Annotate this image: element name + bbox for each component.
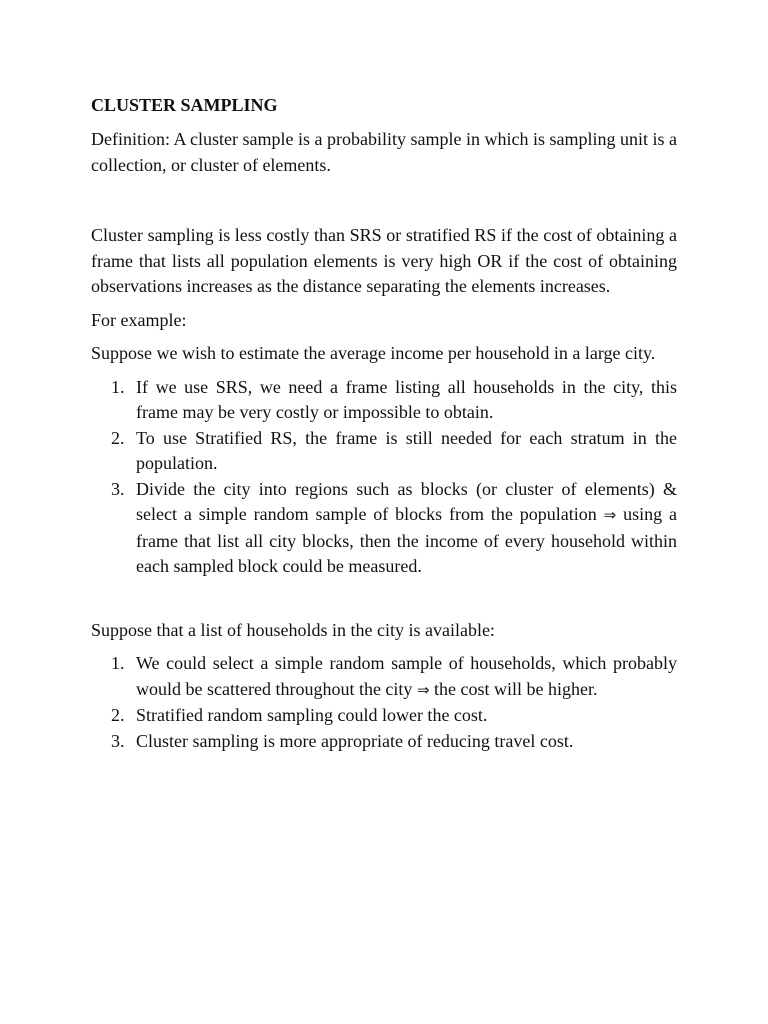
list-item (91, 477, 677, 580)
list-item (91, 703, 677, 729)
list-item (91, 375, 677, 426)
definition-paragraph: Definition: A cluster sample is a probability sample in which is sampling unit is a collection, or cluster of elements. (91, 129, 677, 175)
list-item-text: Cluster sampling is more appropriate of reducing travel cost. (136, 730, 574, 751)
income-example-paragraph: Suppose we wish to estimate the average income per household in a large city. (91, 343, 656, 363)
list-item-number: 2. (111, 705, 125, 725)
text-column (91, 92, 677, 754)
list-item-text: To use Stratified RS, the frame is still needed for each stratum in the population. (136, 427, 677, 473)
implies-arrow-icon: ⇒ (416, 680, 430, 699)
list-item-number: 1. (111, 376, 125, 397)
list-item (91, 729, 677, 755)
implies-arrow-icon: ⇒ (603, 506, 617, 524)
list-item-text: Stratified random sampling could lower the cost. (136, 705, 488, 725)
list-item-text: We could select a simple random sample of households, which probably would be scattered throughout the city (136, 653, 677, 699)
list-item (91, 651, 677, 703)
list-item (91, 426, 677, 477)
list-item-text: If we use SRS, we need a frame listing all households in the city, this frame may be very costly or impossible to obtain. (136, 376, 677, 422)
household-list (91, 651, 677, 754)
list-item-number: 3. (111, 730, 125, 751)
list-item-text: Divide the city into regions such as blocks (or cluster of elements) & select a simple random sample of blocks from the population (136, 478, 677, 524)
household-list-paragraph: Suppose that a list of households in the city is available: (91, 619, 495, 640)
list-item-number: 2. (111, 427, 125, 448)
list-item-number: 3. (111, 478, 125, 499)
list-item-number: 1. (111, 653, 125, 673)
list-item-text-continued: using a frame that list all city blocks, then the income of every household within each sampled block could be measured. (136, 504, 677, 576)
section-title: CLUSTER SAMPLING (91, 95, 278, 115)
for-example-label: For example: (91, 309, 187, 330)
income-example-list (91, 375, 677, 580)
cost-paragraph: Cluster sampling is less costly than SRS or stratified RS if the cost of obtaining a frame that lists all population elements is very high OR if the cost of obtaining observations increases as the distance separating the elements increases. (91, 225, 677, 296)
list-item-text-continued: the cost will be higher. (429, 678, 598, 699)
